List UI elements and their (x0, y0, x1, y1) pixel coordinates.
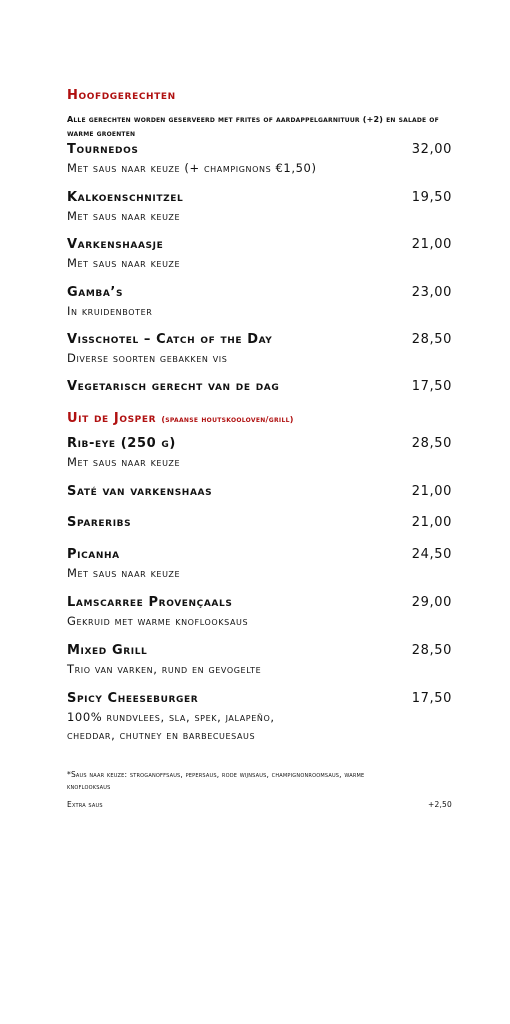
menu-item-cheeseburger (67, 691, 452, 744)
section-intro: Alle gerechten worden geserveerd met frites of aardappelgarnituur (+2) en salade of warme groenten (67, 115, 439, 138)
item-description: Met saus naar keuze (67, 566, 181, 580)
item-description: Met saus naar keuze (67, 455, 181, 469)
item-name: Saté van varkenshaas (67, 484, 213, 499)
item-name: Mixed Grill (67, 643, 148, 658)
section-title-hoofdgerechten: Hoofdgerechten (67, 88, 176, 103)
item-price: 28,50 (411, 436, 452, 451)
extra-sauce-row (67, 800, 452, 809)
item-price: 32,00 (411, 142, 452, 157)
item-price: 24,50 (411, 547, 452, 562)
item-description: In kruidenboter (67, 304, 153, 318)
item-price: 21,00 (411, 237, 452, 252)
item-price: 29,00 (411, 595, 452, 610)
menu-item-kalkoenschnitzel (67, 190, 452, 225)
extra-sauce-label: Extra saus (67, 800, 103, 809)
item-description: Met saus naar keuze (+ champignons €1,50) (67, 161, 317, 175)
item-description-line2: cheddar, chutney en barbecuesaus (67, 728, 256, 742)
item-price: 19,50 (411, 190, 452, 205)
item-price: 28,50 (411, 332, 452, 347)
item-price: 23,00 (411, 285, 452, 300)
menu-item-tournedos (67, 142, 452, 177)
item-name: Spareribs (67, 515, 132, 530)
item-description: Met saus naar keuze (67, 256, 181, 270)
item-name: Spicy Cheeseburger (67, 691, 199, 706)
sauce-footnote: *Saus naar keuze: stroganoffsaus, pepersaus, rode wijnsaus, champignonroomsaus, warme knoflooksaus (67, 770, 365, 791)
item-description: Gekruid met warme knoflooksaus (67, 614, 249, 628)
menu-item-sate (67, 484, 452, 500)
item-name: Tournedos (67, 142, 139, 157)
item-description: 100% rundvlees, sla, spek, jalapeño, (67, 710, 275, 724)
menu-item-visschotel (67, 332, 452, 367)
item-name: Visschotel – Catch of the Day (67, 332, 273, 347)
item-name: Lamscarree Provençaals (67, 595, 233, 610)
menu-item-lamscarree (67, 595, 452, 630)
menu-item-picanha (67, 547, 452, 582)
item-description: Met saus naar keuze (67, 209, 181, 223)
item-description: Trio van varken, rund en gevogelte (67, 662, 262, 676)
item-price: 21,00 (411, 484, 452, 499)
item-description: Diverse soorten gebakken vis (67, 351, 228, 365)
item-name: Varkenshaasje (67, 237, 164, 252)
extra-sauce-price: +2,50 (428, 800, 452, 809)
item-price: 28,50 (411, 643, 452, 658)
item-name: Kalkoenschnitzel (67, 190, 184, 205)
menu-item-mixed-grill (67, 643, 452, 678)
menu-item-vegetarisch (67, 379, 452, 395)
menu-item-spareribs (67, 515, 452, 531)
menu-item-varkenshaasje (67, 237, 452, 272)
item-price: 17,50 (411, 691, 452, 706)
item-price: 21,00 (411, 515, 452, 530)
item-price: 17,50 (411, 379, 452, 394)
item-name: Picanha (67, 547, 120, 562)
menu-item-gambas (67, 285, 452, 320)
item-name: Rib-eye (250 g) (67, 436, 176, 451)
item-name: Gamba’s (67, 285, 124, 300)
menu-item-rib-eye (67, 436, 452, 471)
item-name: Vegetarisch gerecht van de dag (67, 379, 280, 394)
section-title-josper: Uit de Josper (spaanse houtskooloven/grill) (67, 411, 294, 426)
section-title-note: (spaanse houtskooloven/grill) (161, 415, 294, 424)
